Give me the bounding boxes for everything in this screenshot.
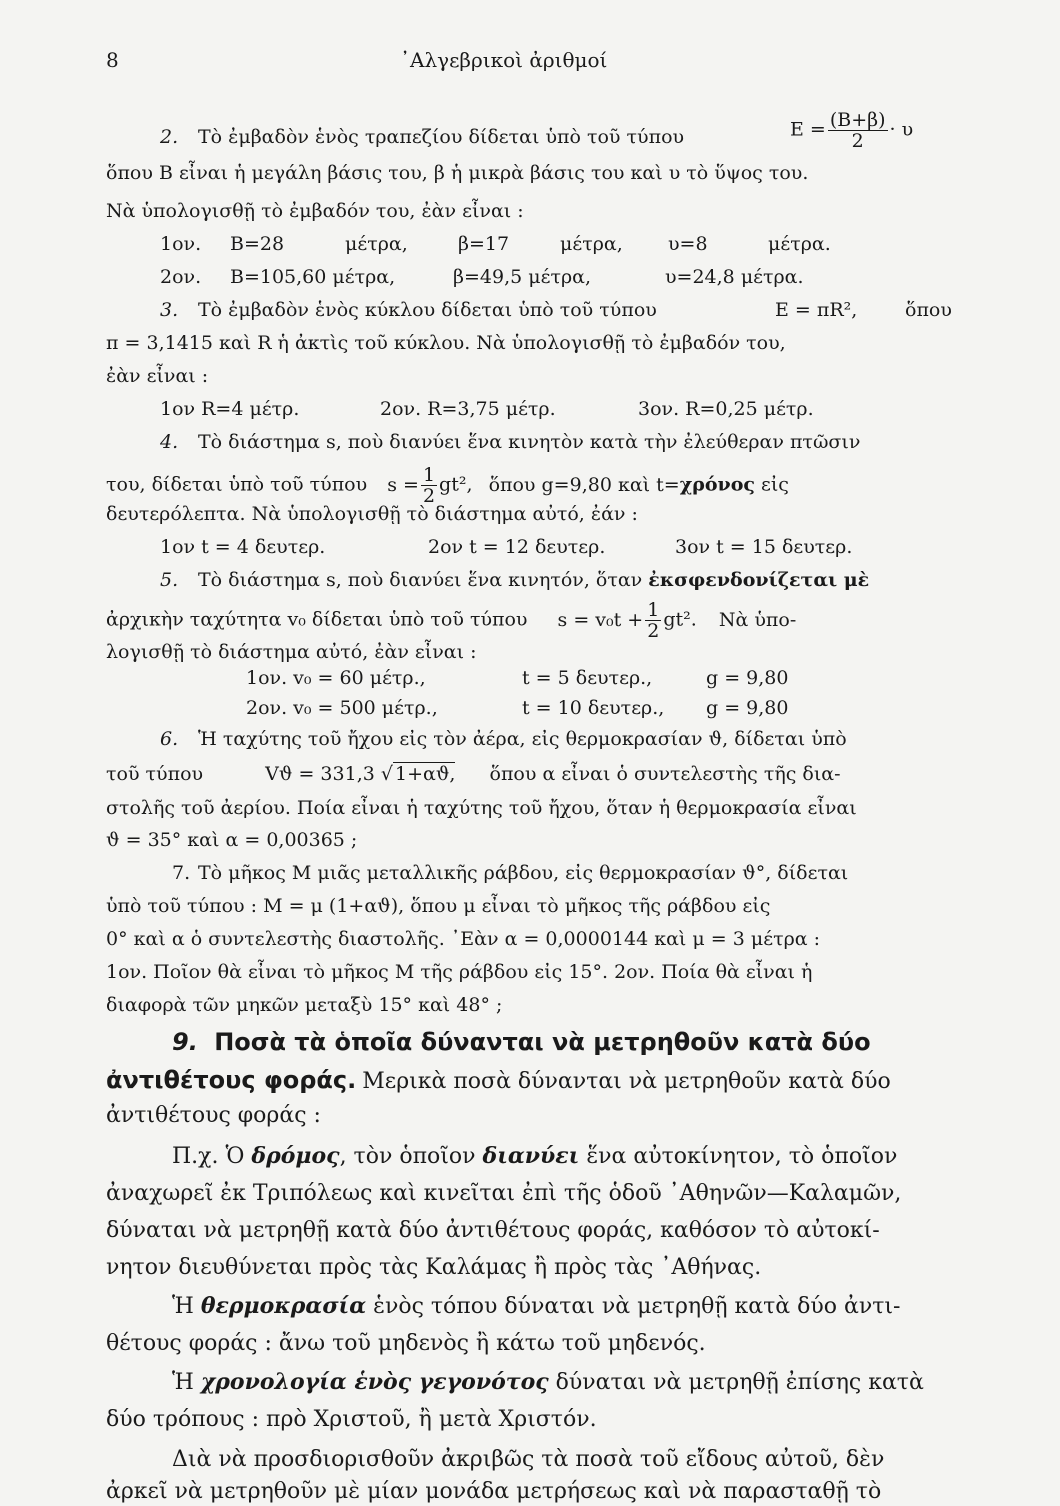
case-value: t = 5 δευτερ., — [522, 667, 653, 689]
exercise-text: Ἡ ταχύτης τοῦ ἤχου εἰς τὸν ἀέρα, εἰς θερμοκρασίαν ϑ, δίδεται ὑπὸ — [198, 728, 847, 750]
section-text: ἀντιθέτους φοράς : — [106, 1103, 321, 1128]
exercise-text: δευτερόλεπτα. Νὰ ὑπολογισθῇ τὸ διάστημα αὐτό, ἐάν : — [106, 503, 638, 525]
exercise-text: ὅπου B εἶναι ἡ μεγάλη βάσις του, β ἡ μικρὰ βάσις του καὶ υ τὸ ὕψος του. — [106, 162, 809, 184]
case-value: υ=24,8 μέτρα. — [665, 266, 804, 288]
exercise-text: λογισθῇ τὸ διάστημα αὐτό, ἐὰν εἶναι : — [106, 641, 477, 663]
exercise-number: 2. — [160, 126, 179, 148]
case-item: 1ον t = 4 δευτερ. — [160, 536, 326, 558]
paragraph-line: ἀναχωρεῖ ἐκ Τριπόλεως καὶ κινεῖται ἐπὶ τῆς ὁδοῦ ᾿Αθηνῶν—Καλαμῶν, — [106, 1181, 902, 1206]
paragraph-line: Ἡ θερμοκρασία ἑνὸς τόπου δύναται νὰ μετρηθῇ κατὰ δύο ἀντι- — [172, 1293, 901, 1319]
exercise-text: διαφορὰ τῶν μηκῶν μεταξὺ 15° καὶ 48° ; — [106, 994, 503, 1016]
case-item: 2ον. R=3,75 μέτρ. — [380, 398, 556, 420]
case-label: 2ον. — [160, 266, 202, 288]
case-unit: μέτρα, — [560, 233, 623, 255]
exercise-text: Νὰ ὑπολογισθῇ τὸ ἐμβαδόν του, ἐὰν εἶναι : — [106, 200, 524, 222]
case-value: β=17 — [458, 233, 510, 255]
case-value: B=28 — [230, 233, 285, 255]
case-value: t = 10 δευτερ., — [522, 697, 665, 719]
exercise-number: 3. — [160, 299, 179, 321]
exercise-text: του, δίδεται ὑπὸ τοῦ τύπου s = $\frac{1}{2}$ gt², ὅπου g=9,80 καὶ t=χρόνος εἰς — [106, 464, 789, 507]
exercise-text: Τὸ ἐμβαδὸν ἑνὸς κύκλου δίδεται ὑπὸ τοῦ τύπου — [198, 299, 657, 321]
paragraph-line: δύο τρόπους : πρὸ Χριστοῦ, ἢ μετὰ Χριστόν. — [106, 1407, 597, 1432]
exercise-text: 1ον. Ποῖον θὰ εἶναι τὸ μῆκος M τῆς ράβδου εἰς 15°. 2ον. Ποία θὰ εἶναι ἡ — [106, 961, 813, 983]
paragraph-line: ἀρκεῖ νὰ μετρηθοῦν μὲ μίαν μονάδα μετρήσεως καὶ νὰ παρασταθῇ τὸ — [106, 1479, 882, 1504]
running-title: ᾿Αλγεβρικοὶ ἀριθμοί — [400, 48, 608, 72]
paragraph-line: Ἡ χρονολογία ἑνὸς γεγονότος δύναται νὰ μετρηθῇ ἐπίσης κατὰ — [172, 1369, 924, 1395]
exercise-text: ἐὰν εἶναι : — [106, 365, 209, 387]
case-value: g = 9,80 — [706, 667, 789, 689]
section-heading: 9. Ποσὰ τὰ ὁποῖα δύνανται νὰ μετρηθοῦν κατὰ δύο — [172, 1028, 871, 1056]
exercise-number: 5. — [160, 569, 179, 591]
case-unit: μέτρα, — [345, 233, 408, 255]
exercise-number: 6. — [160, 728, 179, 750]
case-item: 2ον t = 12 δευτερ. — [428, 536, 606, 558]
case-value: g = 9,80 — [706, 697, 789, 719]
exercise-text: Τὸ μῆκος M μιᾶς μεταλλικῆς ράβδου, εἰς θερμοκρασίαν ϑ°, δίδεται — [198, 862, 849, 884]
case-item: 1ον R=4 μέτρ. — [160, 398, 300, 420]
paragraph-line: νητον διευθύνεται πρὸς τὰς Καλάμας ἢ πρὸς τὰς ᾿Αθήνας. — [106, 1255, 762, 1280]
case-value: 2ον. v₀ = 500 μέτρ., — [246, 697, 438, 719]
exercise-text: στολῆς τοῦ ἀερίου. Ποία εἶναι ἡ ταχύτης τοῦ ἤχου, ὅταν ἡ θερμοκρασία εἶναι — [106, 797, 857, 819]
exercise-text: Τὸ διάστημα s, ποὺ διανύει ἕνα κινητόν, ὅταν ἐκσφενδονίζεται μὲ — [198, 569, 870, 591]
page-number: 8 — [106, 48, 119, 72]
case-item: 3ον t = 15 δευτερ. — [675, 536, 853, 558]
exercise-text: ὅπου — [905, 299, 952, 321]
paragraph-line: Διὰ νὰ προσδιορισθοῦν ἀκριβῶς τὰ ποσὰ τοῦ εἴδους αὐτοῦ, δὲν — [172, 1447, 885, 1472]
exercise-number: 7. — [172, 862, 191, 884]
case-item: 3ον. R=0,25 μέτρ. — [638, 398, 814, 420]
paragraph-line: δύναται νὰ μετρηθῇ κατὰ δύο ἀντιθέτους φοράς, καθόσον τὸ αὐτοκί- — [106, 1218, 880, 1243]
exercise-text: π = 3,1415 καὶ R ἡ ἀκτὶς τοῦ κύκλου. Νὰ ὑπολογισθῇ τὸ ἐμβαδόν του, — [106, 332, 786, 354]
case-value: β=49,5 μέτρα, — [453, 266, 591, 288]
formula-trapezoid: E = $\frac{(B+\beta)}{2}$ · υ — [790, 109, 914, 152]
exercise-text: ἀρχικὴν ταχύτητα v₀ δίδεται ὑπὸ τοῦ τύπου s = v₀t + $\frac{1}{2}$ gt². Νὰ ὑπο- — [106, 599, 797, 642]
case-value: B=105,60 μέτρα, — [230, 266, 396, 288]
exercise-text: ϑ = 35° καὶ α = 0,00365 ; — [106, 829, 358, 851]
exercise-text: Τὸ ἐμβαδὸν ἑνὸς τραπεζίου δίδεται ὑπὸ τοῦ τύπου — [198, 126, 685, 148]
exercise-text: 0° καὶ α ὁ συντελεστὴς διαστολῆς. ᾿Εὰν α = 0,0000144 καὶ μ = 3 μέτρα : — [106, 928, 821, 950]
exercise-text: ὑπὸ τοῦ τύπου : M = μ (1+αϑ), ὅπου μ εἶναι τὸ μῆκος τῆς ράβδου εἰς — [106, 895, 771, 917]
case-value: 1ον. v₀ = 60 μέτρ., — [246, 667, 426, 689]
exercise-text: τοῦ τύπου Vϑ = 331,3 √ 1+αϑ, ὅπου α εἶναι ὁ συντελεστὴς τῆς δια- — [106, 763, 841, 785]
case-label: 1ον. — [160, 233, 202, 255]
exercise-text: Τὸ διάστημα s, ποὺ διανύει ἕνα κινητὸν κατὰ τὴν ἐλεύθεραν πτῶσιν — [198, 431, 861, 453]
case-value: υ=8 — [668, 233, 708, 255]
paragraph-line: θέτους φοράς : ἄνω τοῦ μηδενὸς ἢ κάτω τοῦ μηδενός. — [106, 1331, 706, 1356]
case-unit: μέτρα. — [768, 233, 831, 255]
paragraph-line: Π.χ. Ὁ δρόμος, τὸν ὁποῖον διανύει ἕνα αὐτοκίνητον, τὸ ὁποῖον — [172, 1143, 898, 1169]
section-text: ἀντιθέτους φοράς. Μερικὰ ποσὰ δύνανται νὰ μετρηθοῦν κατὰ δύο — [106, 1066, 891, 1094]
formula-circle: E = πR², — [775, 299, 858, 321]
exercise-number: 4. — [160, 431, 179, 453]
